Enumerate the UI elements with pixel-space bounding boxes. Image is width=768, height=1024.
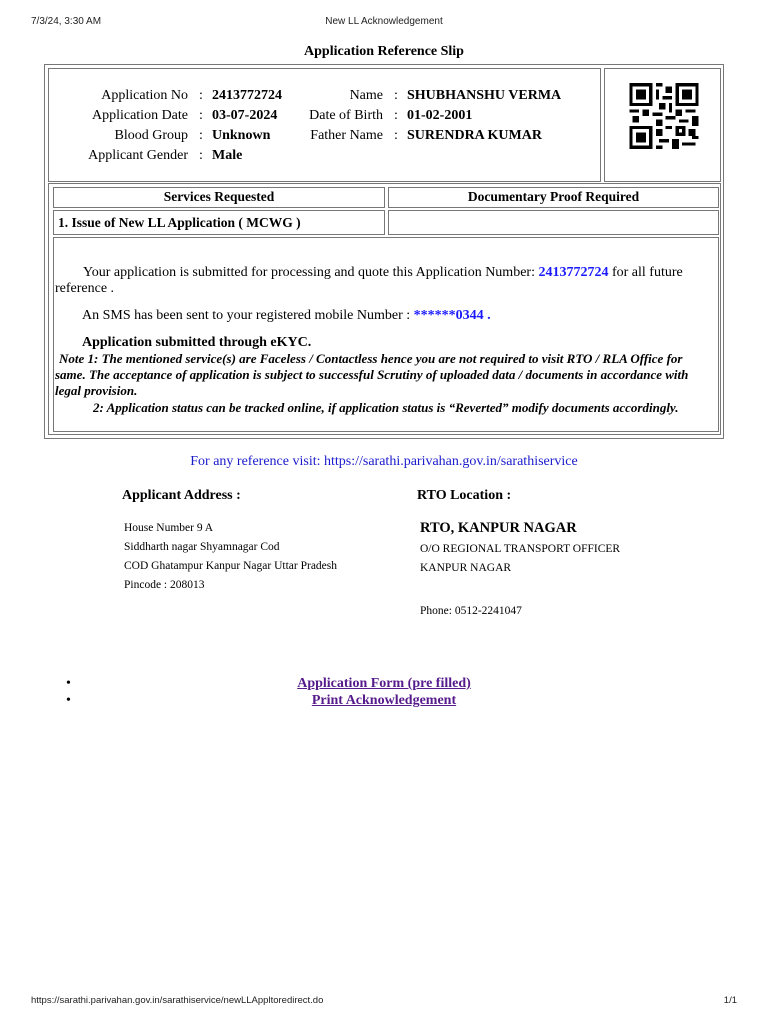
- print-page-title: New LL Acknowledgement: [325, 16, 443, 27]
- address-line-3: COD Ghatampur Kanpur Nagar Uttar Pradesh: [124, 560, 338, 572]
- address-pincode: Pincode : 208013: [124, 579, 205, 591]
- bullet-icon: •: [66, 676, 71, 691]
- colon: :: [394, 128, 398, 143]
- message-cell: [53, 237, 719, 432]
- services-requested-header: Services Requested: [53, 187, 385, 208]
- rto-name: RTO, KANPUR NAGAR: [420, 520, 577, 536]
- name-label: Name: [349, 88, 383, 103]
- rto-line-2: KANPUR NAGAR: [420, 562, 512, 574]
- applicant-info-box: [48, 68, 601, 182]
- colon: :: [199, 108, 203, 123]
- masked-mobile-number: ******0344 .: [413, 308, 491, 323]
- application-date-value: 03-07-2024: [212, 108, 278, 123]
- submission-text: Your application is submitted for processing and quote this Application Number:: [83, 265, 539, 280]
- print-acknowledgement-link[interactable]: Print Acknowledgement: [311, 693, 457, 708]
- services-box: [48, 183, 721, 435]
- note-1: Note 1: The mentioned service(s) are Faceless / Contactless hence you are not required to visit RTO / RLA Office for same. The acceptance of application is subject to successful Scrutiny of uploaded data / documents in accordance with legal provision.: [55, 351, 689, 398]
- rto-address: [420, 540, 620, 578]
- father-name-value: SURENDRA KUMAR: [407, 128, 542, 143]
- dob-label: Date of Birth: [309, 108, 383, 123]
- colon: :: [394, 108, 398, 123]
- documentary-proof-cell: [388, 210, 719, 235]
- address-line-2: Siddharth nagar Shyamnagar Cod: [124, 541, 280, 553]
- colon: :: [199, 148, 203, 163]
- documentary-proof-header: Documentary Proof Required: [388, 187, 719, 208]
- application-no-label: Application No: [101, 88, 188, 103]
- applicant-address: [124, 519, 337, 595]
- info-row-3: [49, 128, 602, 146]
- ekyc-message: Application submitted through eKYC.: [82, 335, 312, 350]
- father-name-label: Father Name: [310, 128, 383, 143]
- name-value: SHUBHANSHU VERMA: [407, 88, 562, 103]
- rto-location-heading: RTO Location :: [417, 488, 512, 503]
- reference-link-text: For any reference visit: https://sarathi.parivahan.gov.in/sarathiservice: [190, 454, 578, 469]
- blood-group-value: Unknown: [212, 128, 271, 143]
- qr-code-box: [604, 68, 721, 182]
- blood-group-label: Blood Group: [114, 128, 188, 143]
- dob-value: 01-02-2001: [407, 108, 473, 123]
- colon: :: [199, 128, 203, 143]
- sms-text: An SMS has been sent to your registered mobile Number :: [82, 308, 414, 323]
- info-row-2: [49, 108, 602, 126]
- print-page-count: 1/1: [723, 995, 737, 1006]
- rto-phone: Phone: 0512-2241047: [420, 605, 522, 617]
- list-item: [0, 676, 768, 693]
- gender-value: Male: [212, 148, 243, 163]
- action-links: [0, 676, 768, 710]
- application-form-link[interactable]: Application Form (pre filled): [297, 676, 471, 691]
- slip-title: Application Reference Slip: [304, 44, 464, 59]
- submission-suffix: for all future reference .: [55, 265, 683, 296]
- gender-label: Applicant Gender: [88, 148, 188, 163]
- note-2: 2: Application status can be tracked online, if application status is “Reverted” modify documents accordingly.: [93, 400, 679, 415]
- colon: :: [394, 88, 398, 103]
- applicant-address-heading: Applicant Address :: [122, 488, 241, 503]
- print-url: https://sarathi.parivahan.gov.in/sarathiservice/newLLAppltoredirect.do: [31, 995, 324, 1006]
- info-row-4: [49, 148, 602, 166]
- service-item: 1. Issue of New LL Application ( MCWG ): [53, 210, 385, 235]
- colon: :: [199, 88, 203, 103]
- application-number-highlight: 2413772724: [538, 265, 609, 280]
- print-datetime: 7/3/24, 3:30 AM: [31, 16, 102, 27]
- submission-message: [55, 265, 715, 297]
- slip-table: [44, 64, 724, 439]
- qr-code-icon: [629, 83, 699, 149]
- info-row-1: [49, 88, 602, 106]
- list-item: [0, 693, 768, 710]
- address-line-1: House Number 9 A: [124, 522, 214, 534]
- application-date-label: Application Date: [91, 108, 188, 123]
- rto-line-1: O/O REGIONAL TRANSPORT OFFICER: [420, 543, 621, 555]
- bullet-icon: •: [66, 693, 71, 708]
- sms-message: [82, 308, 742, 324]
- application-no-value: 2413772724: [212, 88, 282, 103]
